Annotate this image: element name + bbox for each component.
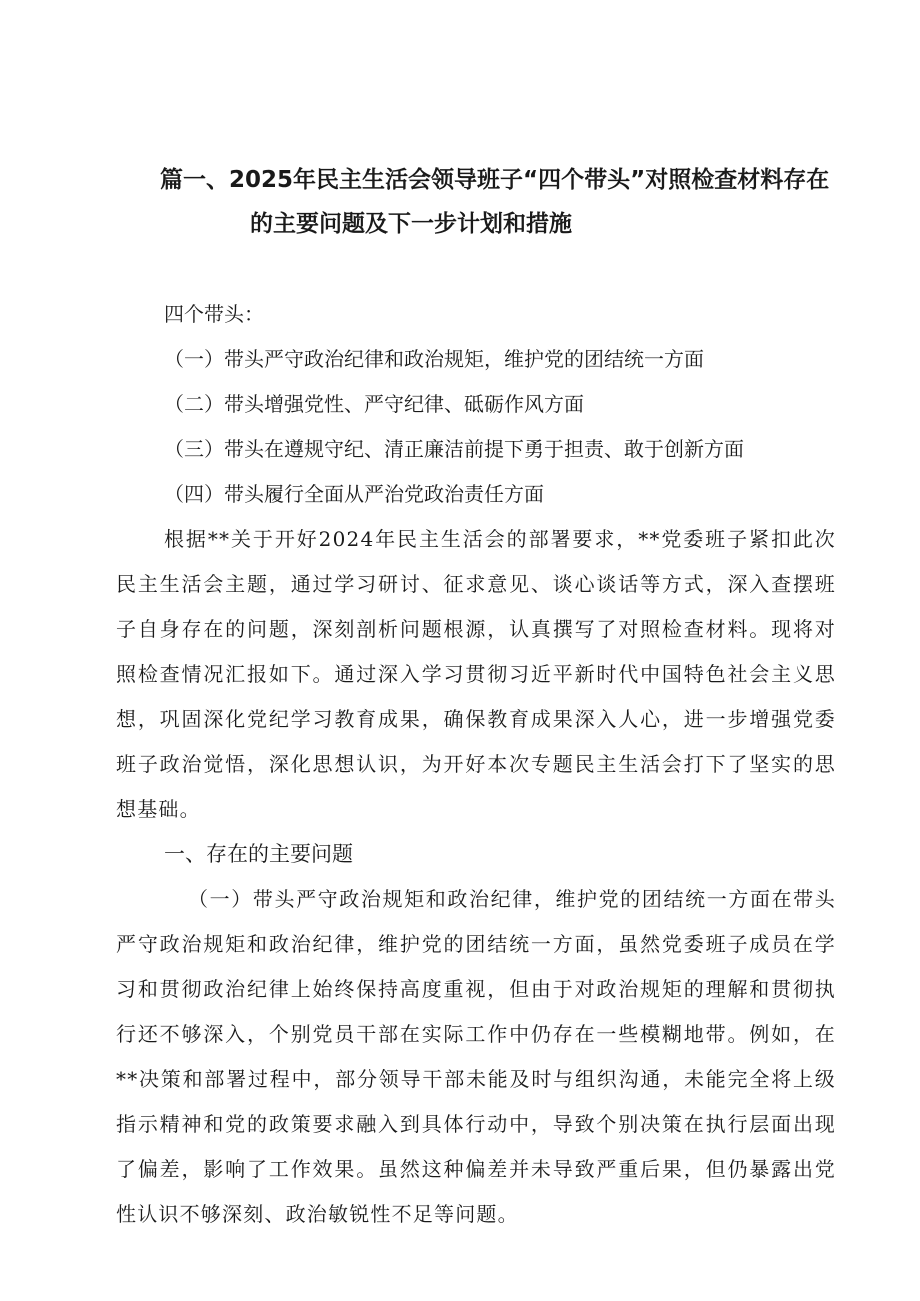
four-leads-label: 四个带头： bbox=[164, 302, 264, 326]
four-leads-item: （四）带头履行全面从严治党政治责任方面 bbox=[164, 482, 544, 506]
four-leads-item: （三）带头在遵规守纪、清正廉洁前提下勇于担责、敢于创新方面 bbox=[164, 437, 744, 461]
four-leads-item: （二）带头增强党性、严守纪律、砥砺作风方面 bbox=[164, 392, 584, 416]
intro-paragraph: 根据**关于开好2024年民主生活会的部署要求，**党委班子紧扣此次民主生活会主题，通过学习研讨、征求意见、谈心谈话等方式，深入查摆班子自身存在的问题，深刻剖析问题根源，认真撰写了对照检查材料。现将对照检查情况汇报如下。通过深入学习贯彻习近平新时代中国特色社会主义思想，巩固深化党纪学习教育成果，确保教育成果深入人心，进一步增强党委班子政治觉悟，深化思想认识，为开好本次专题民主生活会打下了坚实的思想基础。 bbox=[116, 527, 836, 821]
four-leads-item: （一）带头严守政治纪律和政治规矩，维护党的团结统一方面 bbox=[164, 347, 704, 371]
document-title bbox=[160, 158, 850, 246]
section-paragraph: （一）带头严守政治规矩和政治纪律，维护党的团结统一方面在带头严守政治规矩和政治纪律，维护党的团结统一方面，虽然党委班子成员在学习和贯彻政治纪律上始终保持高度重视，但由于对政治规矩的理解和贯彻执行还不够深入，个别党员干部在实际工作中仍存在一些模糊地带。例如，在**决策和部署过程中，部分领导干部未能及时与组织沟通，未能完全将上级指示精神和党的政策要求融入到具体行动中，导致个别决策在执行层面出现了偏差，影响了工作效果。虽然这种偏差并未导致严重后果，但仍暴露出党性认识不够深刻、政治敏锐性不足等问题。 bbox=[116, 887, 836, 1226]
section-heading: 一、存在的主要问题 bbox=[164, 842, 353, 866]
title-line-2: 的主要问题及下一步计划和措施 bbox=[250, 211, 572, 237]
document-body bbox=[116, 292, 836, 1237]
title-line-1: 篇一、2025年民主生活会领导班子“四个带头”对照检查材料存在 bbox=[160, 167, 830, 193]
